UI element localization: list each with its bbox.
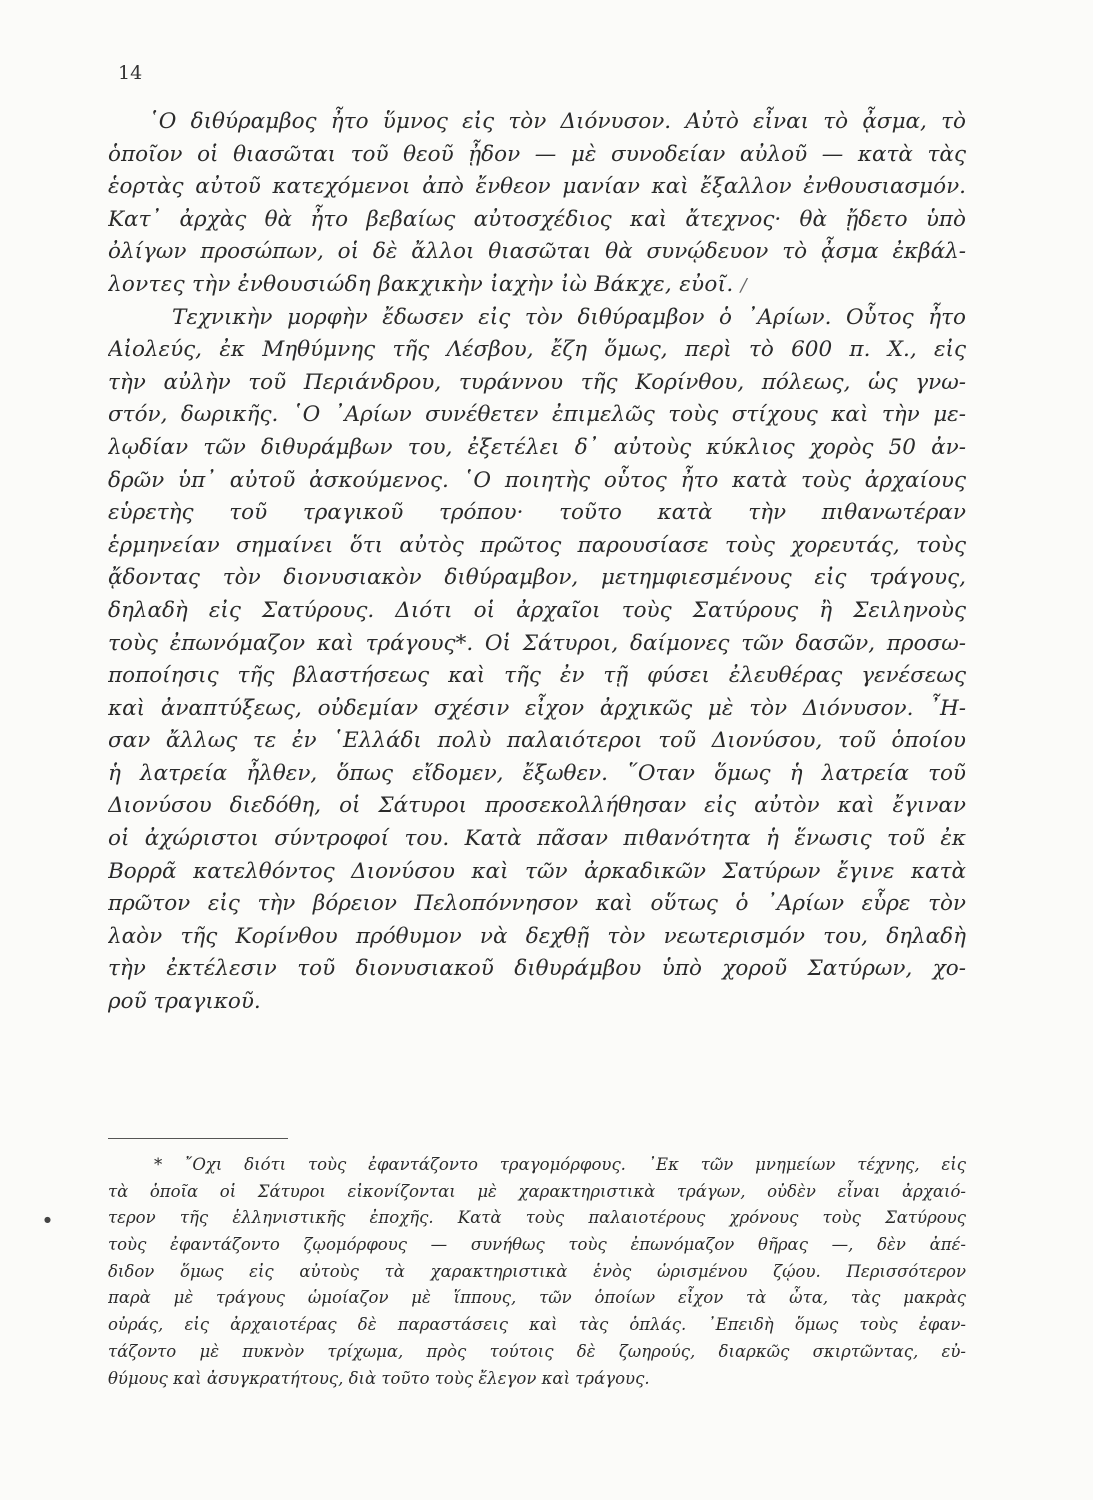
text-line: ροῦ τραγικοῦ. bbox=[108, 989, 261, 1015]
text-line: σαν ἄλλως τε ἐν ῾Ελλάδι πολὺ παλαιότεροι τοῦ Διονύσου, τοῦ ὁποίου bbox=[108, 728, 966, 754]
footnote-line: τερον τῆς ἑλληνιστικῆς ἐποχῆς. Κατὰ τοὺς παλαιοτέρους χρόνους τοὺς Σατύρους bbox=[108, 1208, 966, 1228]
main-text bbox=[108, 106, 966, 1019]
footnote-line: τὰ ὁποῖα οἱ Σάτυροι εἰκονίζονται μὲ χαρακτηριστικὰ τράγων, οὐδὲν εἶναι ἀρχαιό- bbox=[108, 1181, 966, 1201]
text-line: ποποίησις τῆς βλαστήσεως καὶ τῆς ἐν τῇ φύσει ἐλευθέρας γενέσεως bbox=[108, 663, 966, 689]
text-line: λοντες τὴν ἐνθουσιώδη βακχικὴν ἰαχὴν ἰὼ Βάκχε, εὐοῖ. / bbox=[108, 271, 748, 297]
text-line: ἡ λατρεία ἦλθεν, ὅπως εἴδομεν, ἔξωθεν. ῞Οταν ὅμως ἡ λατρεία τοῦ bbox=[108, 760, 966, 786]
text-line: ὀλίγων προσώπων, οἱ δὲ ἄλλοι θιασῶται θὰ συνῴδευον τὸ ᾆσμα ἐκβάλ- bbox=[108, 239, 966, 265]
text-line: ἑρμηνείαν σημαίνει ὅτι αὐτὸς πρῶτος παρουσίασε τοὺς χορευτάς, τοὺς bbox=[108, 532, 966, 558]
footnote bbox=[108, 1152, 966, 1392]
text-line: Βορρᾶ κατελθόντος Διονύσου καὶ τῶν ἀρκαδικῶν Σατύρων ἔγινε κατὰ bbox=[108, 858, 966, 884]
text-line: πρῶτον εἰς τὴν βόρειον Πελοπόννησον καὶ οὕτως ὁ ᾿Αρίων εὗρε τὸν bbox=[108, 891, 966, 917]
footnote-line: θύμους καὶ ἀσυγκρατήτους, διὰ τοῦτο τοὺς ἔλεγον καὶ τράγους. bbox=[108, 1368, 650, 1388]
footnote-line: τάζοντο μὲ πυκνὸν τρίχωμα, πρὸς τούτοις δὲ ζωηρούς, διαρκῶς σκιρτῶντας, εὐ- bbox=[108, 1341, 966, 1361]
text-line: δηλαδὴ εἰς Σατύρους. Διότι οἱ ἀρχαῖοι τοὺς Σατύρους ἢ Σειληνοὺς bbox=[108, 597, 966, 623]
margin-dot: ● bbox=[44, 1215, 51, 1224]
text-line: λῳδίαν τῶν διθυράμβων του, ἐξετέλει δ᾿ αὐτοὺς κύκλιος χορὸς 50 ἀν- bbox=[108, 434, 966, 460]
footnote-line: τοὺς ἐφαντάζοντο ζῳομόρφους — συνήθως τοὺς ἐπωνόμαζον θῆρας —, δὲν ἀπέ- bbox=[108, 1235, 966, 1255]
text-line: ᾄδοντας τὸν διονυσιακὸν διθύραμβον, μετημφιεσμένους εἰς τράγους, bbox=[108, 565, 966, 591]
text-line: Αἰολεύς, ἐκ Μηθύμνης τῆς Λέσβου, ἔζη ὅμως, περὶ τὸ 600 π. Χ., εἰς bbox=[108, 337, 966, 363]
text-line: δρῶν ὑπ᾿ αὐτοῦ ἀσκούμενος. ῾Ο ποιητὴς οὗτος ἦτο κατὰ τοὺς ἀρχαίους bbox=[108, 467, 966, 493]
text-line: ῾Ο διθύραμβος ἦτο ὕμνος εἰς τὸν Διόνυσον. Αὐτὸ εἶναι τὸ ᾆσμα, τὸ bbox=[148, 109, 966, 134]
page-number: 14 bbox=[118, 62, 143, 84]
text-line: ὁποῖον οἱ θιασῶται τοῦ θεοῦ ᾖδον — μὲ συνοδείαν αὐλοῦ — κατὰ τὰς bbox=[108, 141, 966, 167]
text-line: Διονύσου διεδόθη, οἱ Σάτυροι προσεκολλήθησαν εἰς αὐτὸν καὶ ἔγιναν bbox=[108, 793, 966, 819]
text-line: λαὸν τῆς Κορίνθου πρόθυμον νὰ δεχθῇ τὸν νεωτερισμόν του, δηλαδὴ bbox=[108, 923, 966, 949]
footnote-line: οὐράς, εἰς ἀρχαιοτέρας δὲ παραστάσεις καὶ τὰς ὁπλάς. ᾿Επειδὴ ὅμως τοὺς ἐφαν- bbox=[108, 1315, 966, 1335]
footnote-line: διδον ὅμως εἰς αὐτοὺς τὰ χαρακτηριστικὰ ἑνὸς ὡρισμένου ζῴου. Περισσότερον bbox=[108, 1261, 966, 1281]
pencil-annotation: / bbox=[740, 274, 748, 296]
footnote-line: * ῎Οχι διότι τοὺς ἐφαντάζοντο τραγομόρφους. ᾿Εκ τῶν μνημείων τέχνης, εἰς bbox=[154, 1155, 966, 1174]
text-line: στόν, δωρικῆς. ῾Ο ᾿Αρίων συνέθετεν ἐπιμελῶς τοὺς στίχους καὶ τὴν με- bbox=[108, 402, 966, 428]
footnote-rule bbox=[108, 1138, 288, 1139]
text-line: ἑορτὰς αὐτοῦ κατεχόμενοι ἀπὸ ἔνθεον μανίαν καὶ ἔξαλλον ἐνθουσιασμόν. bbox=[108, 174, 966, 200]
text-line: Κατ᾿ ἀρχὰς θὰ ἦτο βεβαίως αὐτοσχέδιος καὶ ἄτεχνος· θὰ ᾔδετο ὑπὸ bbox=[108, 206, 966, 232]
text-line: τὴν αὐλὴν τοῦ Περιάνδρου, τυράννου τῆς Κορίνθου, πόλεως, ὡς γνω- bbox=[108, 369, 966, 395]
text-line: εὑρετὴς τοῦ τραγικοῦ τρόπου· τοῦτο κατὰ τὴν πιθανωτέραν bbox=[108, 500, 966, 526]
text-line: Τεχνικὴν μορφὴν ἔδωσεν εἰς τὸν διθύραμβον ὁ ᾿Αρίων. Οὗτος ἦτο bbox=[172, 304, 966, 330]
text-line: τὴν ἐκτέλεσιν τοῦ διονυσιακοῦ διθυράμβου ὑπὸ χοροῦ Σατύρων, χο- bbox=[108, 956, 966, 982]
text-line: οἱ ἀχώριστοι σύντροφοί του. Κατὰ πᾶσαν πιθανότητα ἡ ἕνωσις τοῦ ἐκ bbox=[108, 826, 966, 852]
footnote-line: παρὰ μὲ τράγους ὡμοίαζον μὲ ἵππους, τῶν ὁποίων εἶχον τὰ ὦτα, τὰς μακρὰς bbox=[108, 1288, 966, 1308]
text-line: καὶ ἀναπτύξεως, οὐδεμίαν σχέσιν εἶχον ἀρχικῶς μὲ τὸν Διόνυσον. ῏Η- bbox=[108, 695, 966, 721]
text-line: τοὺς ἐπωνόμαζον καὶ τράγους*. Οἱ Σάτυροι, δαίμονες τῶν δασῶν, προσω- bbox=[108, 630, 966, 656]
